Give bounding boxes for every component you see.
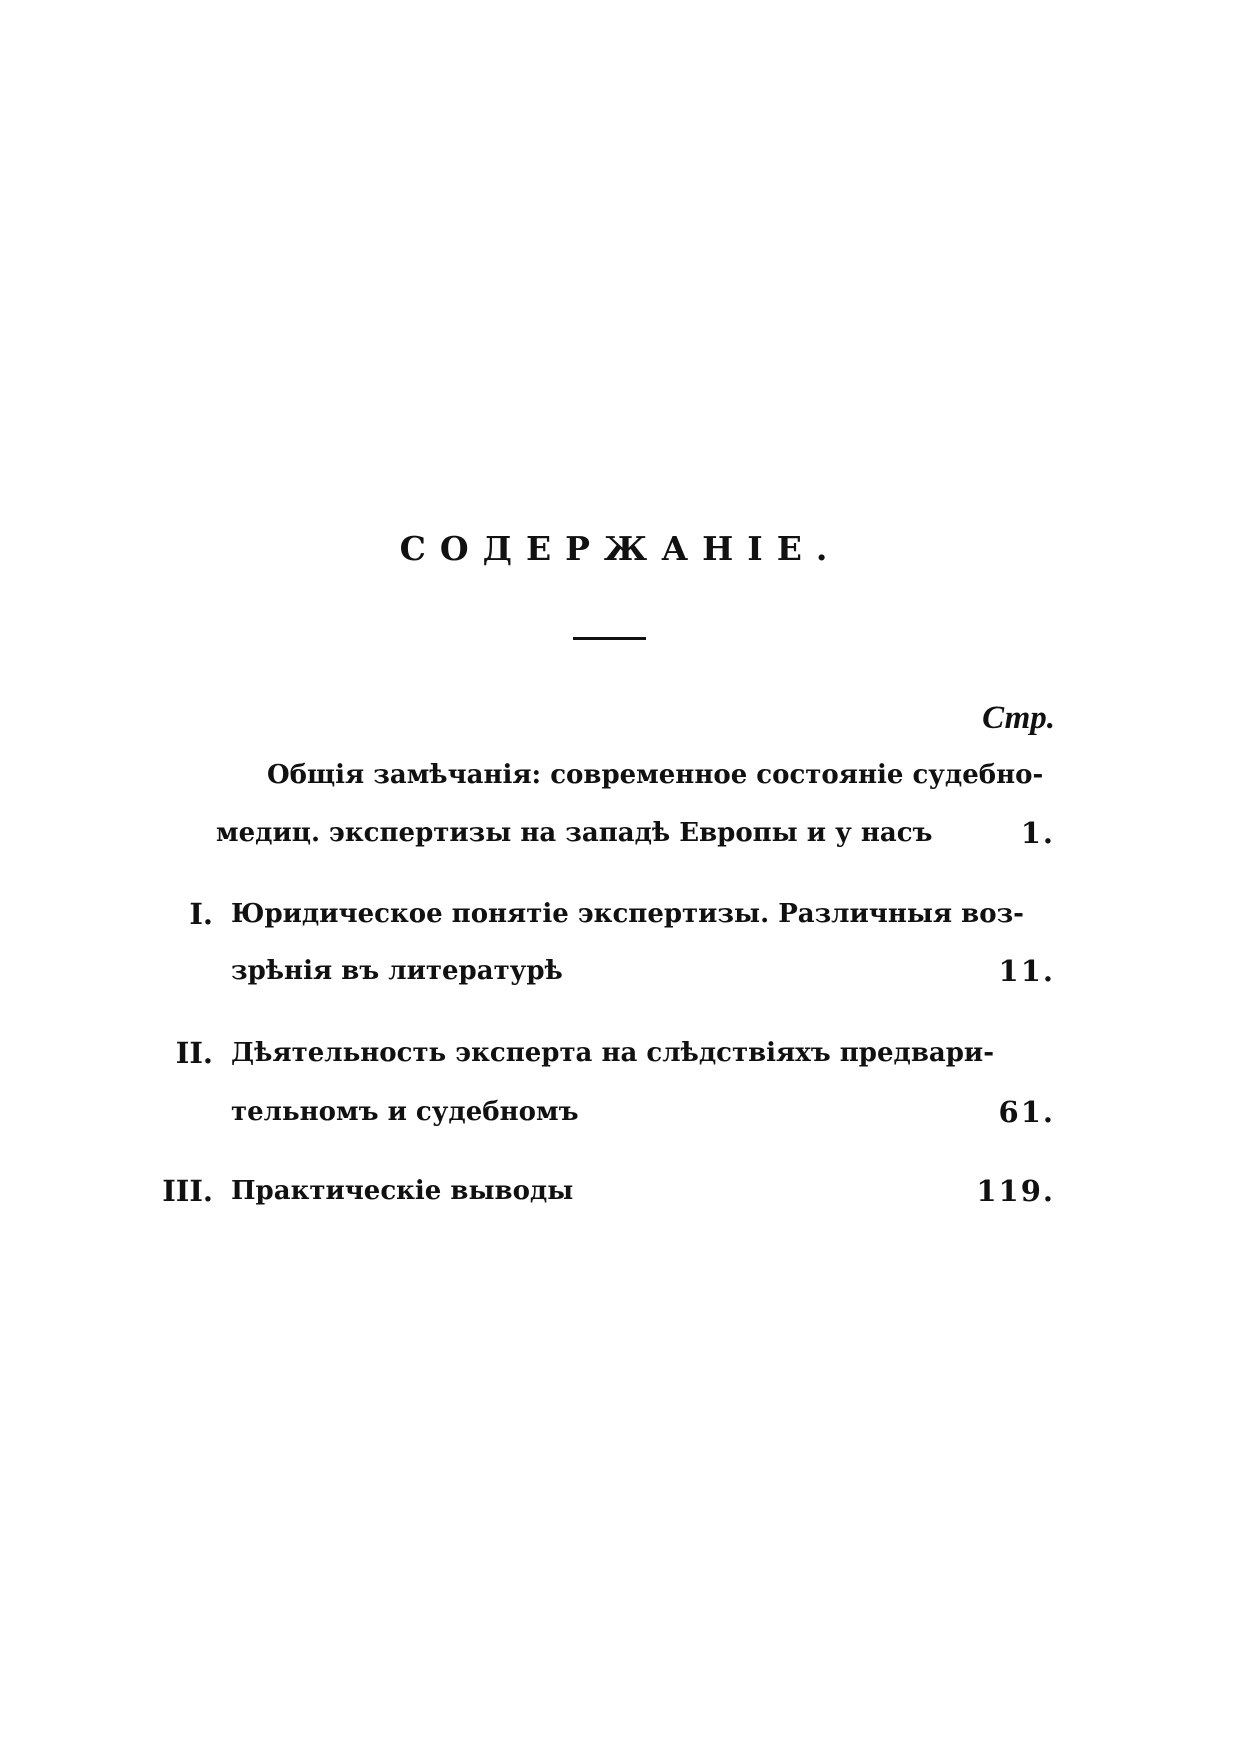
toc-page-number: 119. [976, 1174, 1055, 1208]
toc-entry-line: тельномъ и судебномъ [231, 1097, 579, 1127]
toc-entry-line: Общія замѣчанія: современное состояніе судебно- [267, 760, 1044, 790]
chapter-numeral: II. [175, 1036, 213, 1070]
page-column-label: Стр. [982, 700, 1055, 736]
toc-entry-line: Дѣятельность эксперта на слѣдствіяхъ предвари- [231, 1038, 994, 1068]
toc-entry-line: Юридическое понятіе экспертизы. Различныя воз- [231, 899, 1024, 929]
chapter-numeral: I. [189, 897, 213, 931]
toc-entry-line: медиц. экспертизы на западѣ Европы и у насъ [216, 818, 933, 848]
toc-entry-line: Практическіе выводы [231, 1176, 574, 1206]
chapter-numeral: III. [162, 1174, 213, 1208]
page-title: СОДЕРЖАНІЕ. [399, 529, 842, 568]
toc-page-number: 61. [998, 1095, 1055, 1129]
toc-page-number: 1. [1020, 816, 1055, 850]
title-divider [573, 637, 646, 640]
toc-entry-line: зрѣнія въ литературѣ [231, 956, 563, 986]
toc-page-number: 11. [998, 954, 1055, 988]
